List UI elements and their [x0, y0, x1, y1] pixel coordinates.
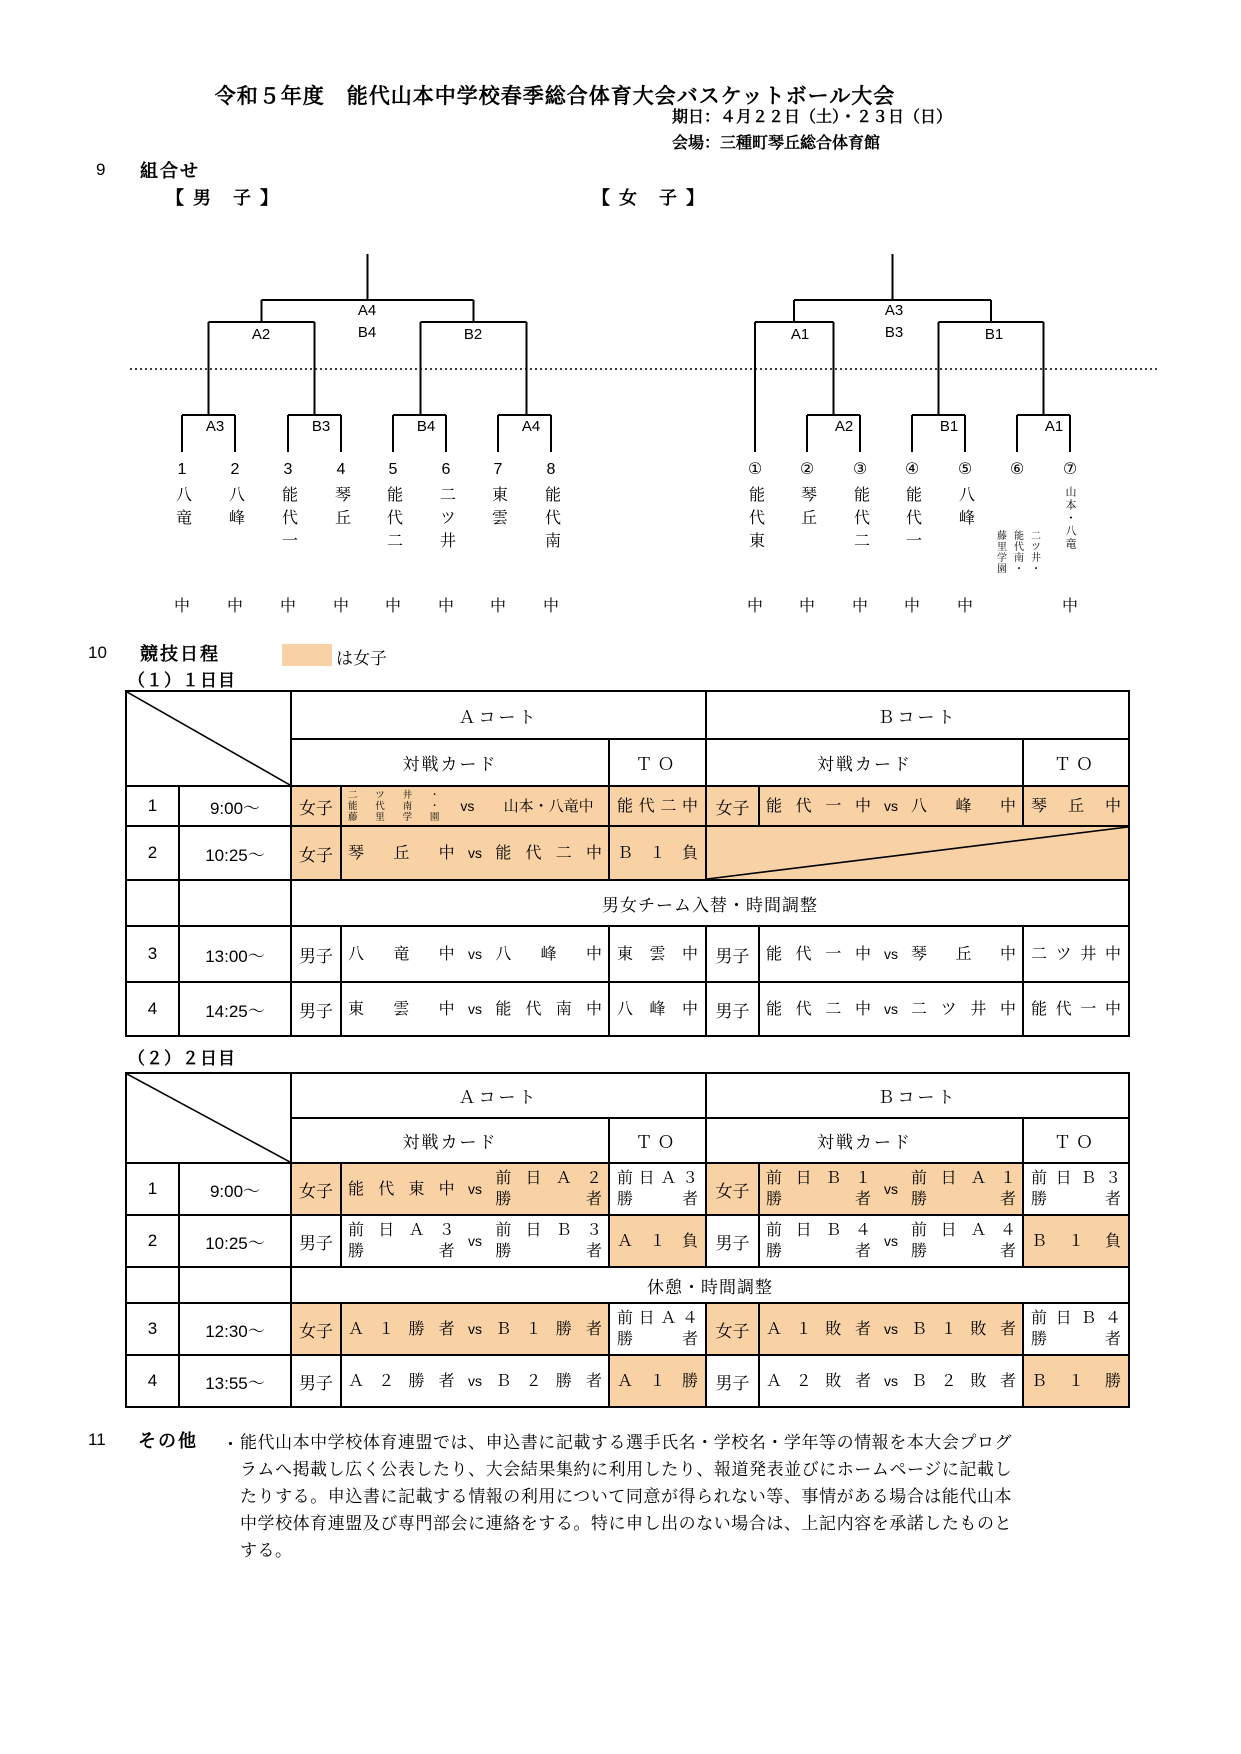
match-time: 9:00～ [179, 786, 291, 826]
to-header-a: ＴＯ [609, 1118, 706, 1163]
team-name-suffix: 中 [903, 598, 921, 615]
vs-label: vs [468, 845, 482, 861]
team-right: 八峰中 [911, 797, 1017, 815]
matchup-cell [341, 1355, 609, 1407]
female-color-swatch [282, 644, 332, 666]
team-number: ④ [904, 461, 920, 478]
section-number-9: 9 [96, 160, 106, 179]
match-time: 12:30～ [179, 1303, 291, 1355]
matchup-cell [341, 982, 609, 1036]
gender-cell: 女子 [291, 826, 341, 880]
team-name-suffix: 中 [798, 598, 816, 615]
match-row [126, 926, 1129, 982]
vs-label: vs [884, 1233, 899, 1249]
match-row [126, 1303, 1129, 1355]
team-left: 能代一中 [766, 945, 872, 963]
card-header-a: 対戦カード [291, 739, 609, 786]
schedule-table-day2 [125, 1072, 1130, 1408]
court-b-header: Ｂコート [706, 1073, 1129, 1118]
team-name: 能代東 [746, 486, 764, 555]
gender-cell: 男子 [706, 926, 759, 982]
matchup-cell [341, 1163, 609, 1215]
match-time: 9:00～ [179, 1163, 291, 1215]
team-number: ⑤ [957, 461, 973, 478]
team-left: Ａ１敗者 [766, 1320, 872, 1338]
team-number: ⑦ [1062, 461, 1078, 478]
women-round1-label-1: A2 [834, 418, 854, 435]
team-name: 八竜 [173, 486, 191, 532]
corner-cell [126, 691, 291, 786]
team-number: ⑥ [1009, 461, 1025, 478]
match-row [126, 826, 1129, 880]
team-name: 能代二 [384, 486, 402, 555]
matchup-cell [341, 1215, 609, 1267]
diagonal-line [707, 827, 1128, 879]
match-row [126, 982, 1129, 1036]
match-number: 1 [126, 1163, 179, 1215]
team-right: 前日Ｂ３ 勝者 [495, 1222, 602, 1260]
break-label: 男女チーム入替・時間調整 [291, 880, 1129, 926]
to-header-a: ＴＯ [609, 739, 706, 786]
team-right: Ｂ１敗者 [911, 1320, 1017, 1338]
to-cell: Ａ１負 [609, 1215, 706, 1267]
court-a-header: Ａコート [291, 1073, 706, 1118]
team-right: Ｂ２勝者 [495, 1372, 602, 1390]
to-cell: 琴丘中 [1023, 786, 1129, 826]
to-cell: 東雲中 [609, 926, 706, 982]
team-left: 二ツ井・ 能代南・ 藤里学園 [348, 789, 440, 823]
to-cell: 八峰中 [609, 982, 706, 1036]
men-team-1 [170, 458, 194, 618]
men-final-label-2: B4 [357, 324, 377, 341]
empty-cell [126, 1267, 179, 1303]
women-team-7 [1058, 458, 1082, 618]
team-right: 山本・八竜中 [503, 797, 594, 815]
to-header-b: ＴＯ [1023, 1118, 1129, 1163]
day1-label: （１）１日目 [128, 671, 236, 690]
break-label: 休憩・時間調整 [291, 1267, 1129, 1303]
team-left: 琴丘中 [348, 844, 455, 862]
match-row [126, 1215, 1129, 1267]
gender-cell: 女子 [291, 1163, 341, 1215]
match-time: 14:25～ [179, 982, 291, 1036]
match-number: 3 [126, 926, 179, 982]
men-team-7 [486, 458, 510, 618]
to-cell: Ｂ１負 [1023, 1215, 1129, 1267]
to-cell: Ｂ１負 [609, 826, 706, 880]
team-name: 山本・八竜 [1064, 486, 1076, 551]
team-name-suffix: 中 [279, 598, 297, 615]
team-left: 能代東中 [348, 1180, 455, 1198]
matchup-cell [759, 1163, 1023, 1215]
team-name: 八峰 [956, 486, 974, 532]
to-header-b: ＴＯ [1023, 739, 1129, 786]
gender-cell: 女子 [291, 1303, 341, 1355]
women-bracket-label: 【 女 子 】 [592, 188, 707, 208]
event-venue: 会場：三種町琴丘総合体育館 [672, 135, 881, 152]
match-number: 2 [126, 1215, 179, 1267]
team-name-suffix: 中 [746, 598, 764, 615]
vs-label: vs [468, 1001, 482, 1017]
vs-label: vs [468, 1373, 482, 1389]
men-round1-label-1: A3 [205, 418, 225, 435]
match-number: 4 [126, 1355, 179, 1407]
match-number: 3 [126, 1303, 179, 1355]
men-team-5 [381, 458, 405, 618]
team-name-suffix: 中 [542, 598, 560, 615]
matchup-cell [759, 1215, 1023, 1267]
court-b-header: Ｂコート [706, 691, 1129, 739]
empty-cell [126, 880, 179, 926]
gender-cell: 男子 [291, 1355, 341, 1407]
card-header-b: 対戦カード [706, 739, 1023, 786]
team-name: 琴丘 [798, 486, 816, 532]
team-name-suffix: 中 [384, 598, 402, 615]
women-team-4 [900, 458, 924, 618]
gender-cell: 男子 [706, 1355, 759, 1407]
matchup-cell [341, 1303, 609, 1355]
schedule-table-day1 [125, 690, 1130, 1037]
vs-label: vs [884, 1001, 899, 1017]
vs-label: vs [884, 1321, 899, 1337]
team-right: 八峰中 [495, 945, 602, 963]
to-cell: Ｂ１勝 [1023, 1355, 1129, 1407]
team-right: 能代南中 [495, 1000, 602, 1018]
court-a-header: Ａコート [291, 691, 706, 739]
team-name: 能代二 [851, 486, 869, 555]
men-bracket-label: 【 男 子 】 [166, 188, 281, 208]
team-right: Ｂ１勝者 [495, 1320, 602, 1338]
team-right: Ｂ２敗者 [911, 1372, 1017, 1390]
team-left: 東雲中 [348, 1000, 455, 1018]
to-cell: 二ツ井中 [1023, 926, 1129, 982]
matchup-cell [341, 786, 609, 826]
to-cell: 前日Ａ３ 勝者 [609, 1163, 706, 1215]
team-left: 能代一中 [766, 797, 872, 815]
men-final-label-1: A4 [357, 302, 377, 319]
team-number: 3 [283, 461, 293, 478]
team-right: 前日Ａ２ 勝者 [495, 1170, 602, 1208]
page-title: 令和５年度 能代山本中学校春季総合体育大会バスケットボール大会 [214, 85, 896, 108]
women-round1-label-2: B1 [939, 418, 959, 435]
women-final-label-2: B3 [884, 324, 904, 341]
team-left: Ａ１勝者 [348, 1320, 455, 1338]
team-name-suffix: 中 [226, 598, 244, 615]
team-left: 前日Ｂ４ 勝者 [766, 1222, 872, 1260]
diagonal-line [127, 692, 290, 785]
team-right: 前日Ａ１ 勝者 [911, 1170, 1017, 1208]
vs-label: vs [884, 1181, 899, 1197]
women-bracket-connector-lines [755, 254, 1070, 452]
gender-cell: 男子 [291, 1215, 341, 1267]
team-right: 前日Ａ４ 勝者 [911, 1222, 1017, 1260]
women-final-label-1: A3 [884, 302, 904, 319]
gender-cell: 女子 [291, 786, 341, 826]
team-name-suffix: 中 [332, 598, 350, 615]
diagonal-line [127, 1074, 290, 1162]
team-number: ② [799, 461, 815, 478]
gender-cell: 男子 [291, 982, 341, 1036]
vs-label: vs [884, 798, 899, 814]
vs-label: vs [468, 1233, 482, 1249]
men-round1-label-4: A4 [521, 418, 541, 435]
team-name-suffix: 中 [489, 598, 507, 615]
team-name-suffix: 中 [1061, 598, 1079, 615]
empty-cell [179, 1267, 291, 1303]
empty-diagonal-cell [706, 826, 1129, 880]
matchup-cell [341, 926, 609, 982]
team-left: Ａ２敗者 [766, 1372, 872, 1390]
men-team-2 [223, 458, 247, 618]
match-row [126, 1163, 1129, 1215]
team-number: 4 [336, 461, 346, 478]
matchup-cell [759, 1303, 1023, 1355]
to-cell: 能代一中 [1023, 982, 1129, 1036]
women-team-2 [795, 458, 819, 618]
team-name-suffix: 中 [851, 598, 869, 615]
vs-label: vs [468, 1321, 482, 1337]
vs-label: vs [468, 1181, 482, 1197]
team-name-suffix: 中 [173, 598, 191, 615]
women-team-5 [953, 458, 977, 618]
women-team-6 [993, 458, 1041, 618]
section-number-10: 10 [88, 643, 107, 662]
team-name: 二ツ井 [437, 486, 455, 555]
matchup-cell [341, 826, 609, 880]
team-right: 能代二中 [495, 844, 602, 862]
break-row [126, 880, 1129, 926]
team-left: Ａ２勝者 [348, 1372, 455, 1390]
team-number: ① [747, 461, 763, 478]
match-time: 13:00～ [179, 926, 291, 982]
legend-label: は女子 [336, 649, 387, 668]
matchup-cell [759, 786, 1023, 826]
to-cell: 前日Ｂ３ 勝者 [1023, 1163, 1129, 1215]
event-date: 期日：４月２２日（土）・２３日（日） [672, 109, 953, 126]
gender-cell: 女子 [706, 786, 759, 826]
card-header-b: 対戦カード [706, 1118, 1023, 1163]
team-number: ③ [852, 461, 868, 478]
team-name-suffix: 中 [437, 598, 455, 615]
team-left: 能代二中 [766, 1000, 872, 1018]
match-number: 4 [126, 982, 179, 1036]
team-number: 7 [493, 461, 503, 478]
men-semi-right-label: B2 [463, 326, 483, 343]
team-number: 6 [441, 461, 451, 478]
vs-label: vs [884, 946, 899, 962]
men-bracket-connector-lines [182, 254, 551, 452]
men-team-8 [539, 458, 563, 618]
team-name: 能代一 [279, 486, 297, 555]
men-team-4 [329, 458, 353, 618]
vs-label: vs [884, 1373, 899, 1389]
section-number-11: 11 [88, 1430, 106, 1449]
break-row [126, 1267, 1129, 1303]
men-semi-left-label: A2 [251, 326, 271, 343]
women-semi-right-label: B1 [984, 326, 1004, 343]
notes-bullet: ・ [222, 1435, 239, 1454]
team-number: 8 [546, 461, 556, 478]
vs-label: vs [460, 798, 475, 814]
gender-cell: 女子 [706, 1303, 759, 1355]
team-number: 5 [388, 461, 398, 478]
gender-cell: 男子 [706, 982, 759, 1036]
team-right: 琴丘中 [911, 945, 1017, 963]
to-cell: 前日Ａ４ 勝者 [609, 1303, 706, 1355]
matchup-cell [759, 926, 1023, 982]
match-time: 10:25～ [179, 826, 291, 880]
team-left: 前日Ａ３ 勝者 [348, 1222, 455, 1260]
men-round1-label-3: B4 [416, 418, 436, 435]
women-team-3 [848, 458, 872, 618]
vs-label: vs [468, 946, 482, 962]
team-name: 能代一 [903, 486, 921, 555]
team-number: 1 [177, 461, 187, 478]
team-name: 琴丘 [332, 486, 350, 532]
gender-cell: 男子 [706, 1215, 759, 1267]
to-cell: 能代二中 [609, 786, 706, 826]
team-name: 能代南 [542, 486, 560, 555]
women-semi-left-label: A1 [790, 326, 810, 343]
match-number: 2 [126, 826, 179, 880]
team-name: 東雲 [489, 486, 507, 532]
gender-cell: 女子 [706, 1163, 759, 1215]
team-name-combined: 二ツ井・ 能代南・ 藤里学園 [994, 530, 1040, 574]
empty-cell [179, 880, 291, 926]
women-team-1 [743, 458, 767, 618]
matchup-cell [759, 982, 1023, 1036]
team-left: 八竜中 [348, 945, 455, 963]
section-heading-schedule: 競技日程 [140, 644, 220, 664]
men-round1-label-2: B3 [311, 418, 331, 435]
corner-cell [126, 1073, 291, 1163]
day2-label: （２）２日目 [128, 1049, 236, 1068]
match-time: 13:55～ [179, 1355, 291, 1407]
matchup-cell [759, 1355, 1023, 1407]
team-right: 二ツ井中 [911, 1000, 1017, 1018]
to-cell: 前日Ｂ４ 勝者 [1023, 1303, 1129, 1355]
match-row [126, 1355, 1129, 1407]
notes-paragraph: 能代山本中学校体育連盟では、申込書に記載する選手氏名・学校名・学年等の情報を本大会プログラムへ掲載し広く公表したり、大会結果集約に利用したり、報道発表並びにホームページに記載したりする。申込書に記載する情報の利用について同意が得られない等、事情がある場合は能代山本中学校体育連盟及び専門部会に連絡をする。特に申し出のない場合は、上記内容を承諾したものとする。 [240, 1433, 1012, 1560]
to-cell: Ａ１勝 [609, 1355, 706, 1407]
section-heading-other: その他 [138, 1431, 198, 1451]
women-round1-label-3: A1 [1044, 418, 1064, 435]
match-row [126, 786, 1129, 826]
team-left: 前日Ｂ１ 勝者 [766, 1170, 872, 1208]
men-team-6 [434, 458, 458, 618]
team-number: 2 [230, 461, 240, 478]
match-number: 1 [126, 786, 179, 826]
team-name-suffix: 中 [956, 598, 974, 615]
card-header-a: 対戦カード [291, 1118, 609, 1163]
match-time: 10:25～ [179, 1215, 291, 1267]
men-team-3 [276, 458, 300, 618]
section-heading-draw: 組合せ [140, 161, 200, 181]
team-name: 八峰 [226, 486, 244, 532]
gender-cell: 男子 [291, 926, 341, 982]
